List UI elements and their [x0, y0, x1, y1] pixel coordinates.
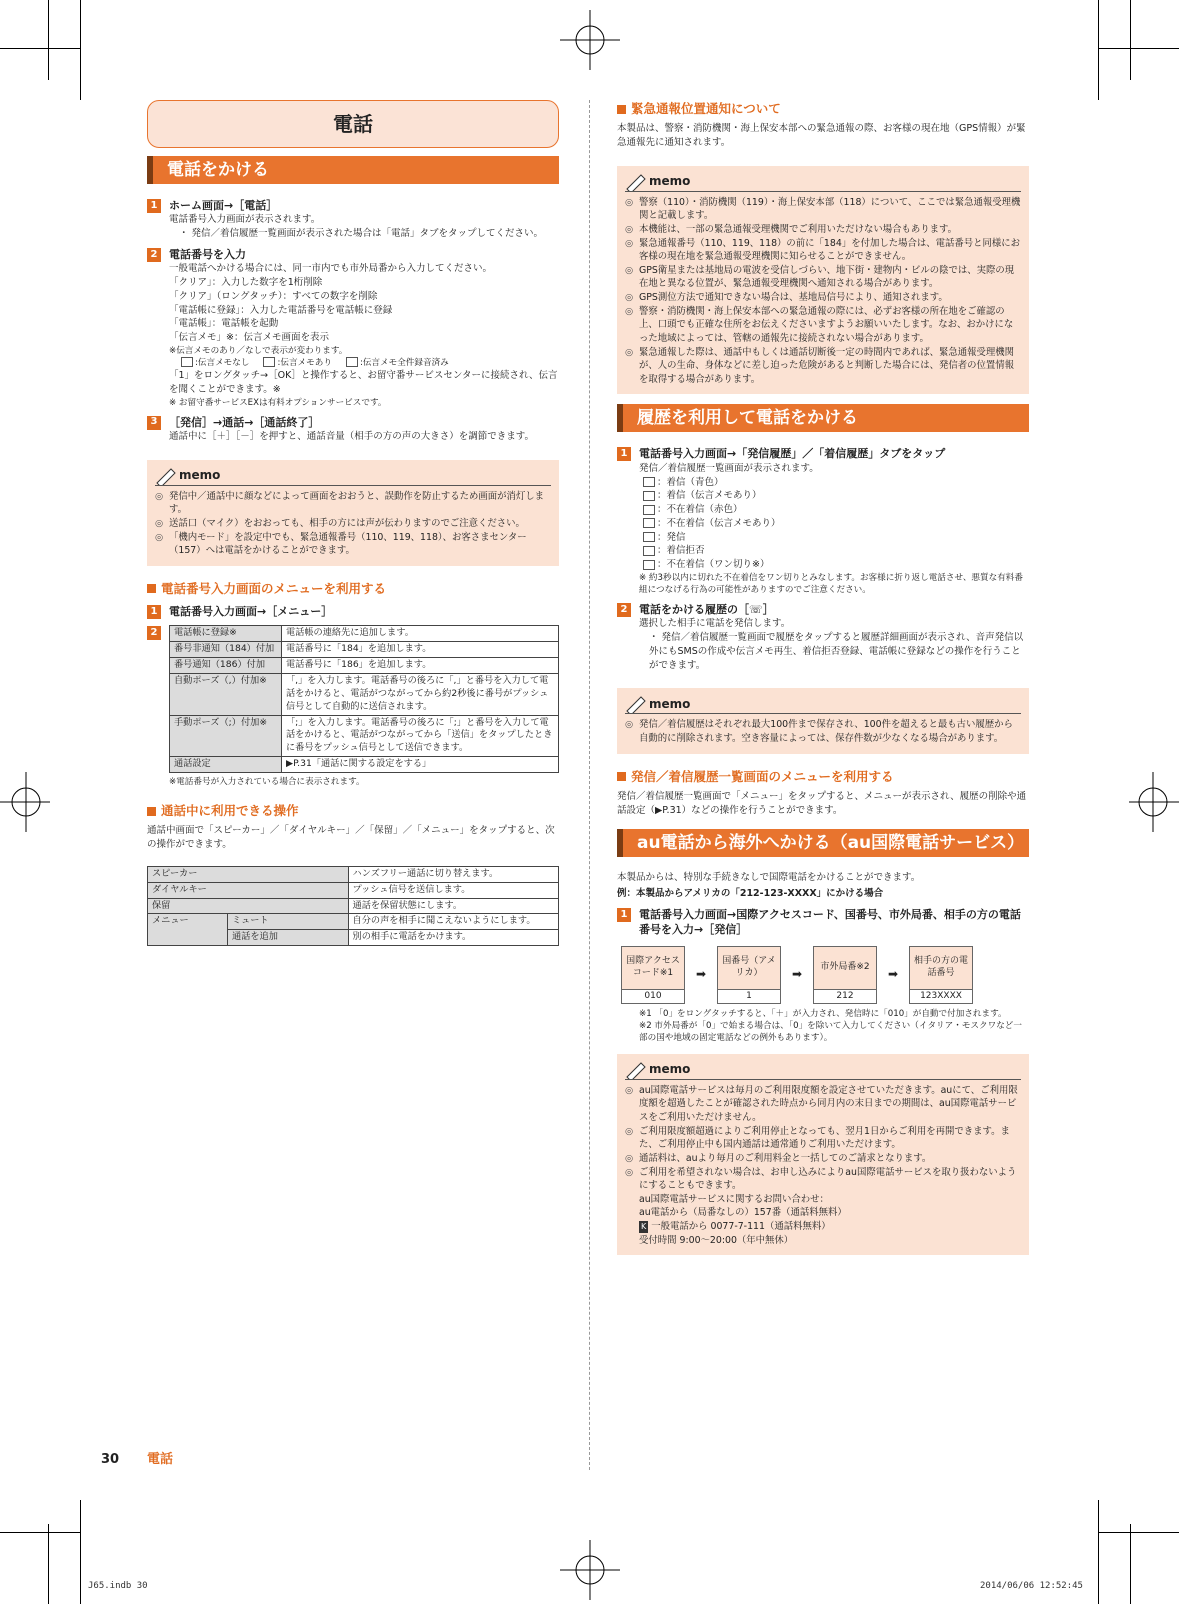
- section-heading-international: au電話から海外へかける（au国際電話サービス）: [617, 829, 1029, 857]
- bullet-icon: ◎: [155, 490, 164, 502]
- bullet-icon: ◎: [625, 237, 634, 249]
- arrow-right-icon: ➡: [887, 966, 899, 981]
- table-row: 手動ポーズ（;）付加※ 「;」を入力します。電話番号の後ろに「;」と番号を入力して電話をかけると、電話がつながってから「送信」をタップしたときに番号をプッシュ信号として送信できます。: [170, 715, 559, 757]
- page-number: 30: [101, 1452, 120, 1467]
- international-step-1: [617, 907, 1029, 938]
- memo-item: 通話料は、auより毎月のご利用料金と一括してのご請求となります。: [639, 1152, 932, 1164]
- footer-section: 電話: [147, 1452, 174, 1467]
- missed-call-icon: [643, 505, 655, 515]
- bullet-icon: ◎: [625, 305, 634, 317]
- subheading-emergency: 緊急通報位置通知について: [617, 100, 1029, 118]
- voicemail-full-icon: [346, 357, 358, 367]
- flow-box-access-code: 国際アクセスコード※1 010: [621, 946, 685, 1004]
- crop-mark: [0, 1532, 80, 1533]
- step-text: 電話番号入力画面が表示されます。: [169, 214, 321, 226]
- step-text: 一般電話へかける場合には、同一市内でも市外局番から入力してください。: [169, 263, 493, 275]
- left-column: [147, 100, 559, 946]
- outgoing-call-icon: [643, 532, 655, 542]
- registration-mark: [0, 772, 50, 832]
- step-title: ホーム画面→［電話］: [169, 199, 278, 212]
- step-text: 発信／着信履歴一覧画面が表示されます。: [639, 462, 819, 474]
- section-heading-make-call: 電話をかける: [147, 156, 559, 184]
- bullet-icon: ◎: [625, 1084, 634, 1096]
- contact-block: [625, 1193, 1021, 1248]
- slug-timestamp: 2014/06/06 12:52:45: [980, 1581, 1083, 1591]
- memo-item: GPS測位方法で通知できない場合は、基地局信号により、通知されます。: [639, 292, 948, 304]
- step-text: 「クリア」：入力した数字を1桁削除: [169, 277, 323, 289]
- table-row: 通話を追加 別の相手に電話をかけます。: [148, 930, 559, 946]
- memo-item: 本機能は、一部の緊急通報受理機関でご利用いただけない場合もあります。: [639, 223, 958, 235]
- paragraph: 発信／着信履歴一覧画面で「メニュー」をタップすると、メニューが表示され、履歴の削除や通話設定（▶P.31）などの操作を行うことができます。: [617, 790, 1027, 816]
- crop-mark: [48, 0, 49, 80]
- step-number: 1: [617, 908, 631, 922]
- one-ring-call-icon: [643, 560, 655, 570]
- memo-item: 送話口（マイク）をおおっても、相手の方には声が伝わりますのでご注意ください。: [169, 517, 525, 529]
- step-text: 選択した相手に電話を発信します。: [639, 618, 791, 630]
- history-icon-legend: ：着信（青色） ：着信（伝言メモあり） ：不在着信（赤色） ：不在着信（伝言メモあり） ：発信 ：着信拒否 ：不在着信（ワン切り※）: [639, 476, 1029, 572]
- table-row: 自動ポーズ（,）付加※ 「,」を入力します。電話番号の後ろに「,」と番号を入力して電話をかけると、電話がつながってから約2秒後に番号がプッシュ信号として自動的に送信されます。: [170, 673, 559, 715]
- contact-line: au国際電話サービスに関するお問い合わせ：: [639, 1193, 829, 1205]
- registration-mark: [560, 1540, 620, 1600]
- pencil-icon: [155, 467, 177, 485]
- bullet-icon: ◎: [625, 346, 634, 358]
- paragraph: 本製品からは、特別な手続きなしで国際電話をかけることができます。: [617, 872, 921, 884]
- memo-item: 警察・消防機関・海上保安本部への緊急通報の際には、必ずお客様の所在地をご確認の上、口頭でも正確な住所をお伝えくださいますようお願いいたします。なお、おかけになった地域によっては、管轄の通報先に接続されない場合があります。: [639, 305, 1014, 344]
- bullet-icon: ◎: [625, 196, 634, 208]
- step-number: 2: [147, 626, 161, 640]
- voicemail-exists-icon: [263, 357, 275, 367]
- step-note: ※伝言メモのあり／なしで表示が変わります。: [169, 345, 348, 356]
- menu-table: [169, 625, 559, 773]
- step-text: ・ 発信／着信履歴一覧画面が表示された場合は「電話」タブをタップしてください。: [179, 228, 544, 240]
- step-note: ※ お留守番サービスEXは有料オプションサービスです。: [169, 397, 387, 408]
- flow-box-area-code: 市外局番※2 212: [813, 946, 877, 1004]
- crop-mark: [1098, 0, 1099, 100]
- bullet-icon: ◎: [625, 1152, 634, 1164]
- memo-item: 警察（110）・消防機関（119）・海上保安本部（118）について、ここでは緊急通報受理機関と記載します。: [639, 196, 1021, 222]
- pencil-icon: [625, 695, 647, 713]
- memo-box: memo ◎ 発信中／通話中に顔などによって画面をおおうと、誤動作を防止するため画面が消灯します。 ◎ 送話口（マイク）をおおっても、相手の方には声が伝わりますのでご注意ください。 ◎ 「機内モード」を設定中でも、緊急通報番号（110、119、118）、お客さまセンター（157）へは電話をかけることができます。: [147, 460, 559, 566]
- contact-line: au電話から（局番なしの）157番（通話料無料）: [639, 1207, 847, 1219]
- history-step-2: [617, 602, 1029, 672]
- step-number: 2: [617, 603, 631, 617]
- step-title: 電話番号入力画面→［メニュー］: [169, 604, 333, 618]
- step-2: [147, 247, 559, 409]
- bullet-icon: ◎: [625, 292, 634, 304]
- memo-item: 緊急通報番号（110、119、118）の前に「184」を付加した場合は、電話番号と同様にお客様の現在地を緊急通報受理機関に知らせることができません。: [639, 237, 1020, 263]
- memo-box: memo ◎ 発信／着信履歴はそれぞれ最大100件まで保存され、100件を超えると最も古い履歴から自動的に削除されます。空き容量によっては、保存件数が少なくなる場合があります。: [617, 688, 1029, 753]
- bullet-icon: ◎: [625, 719, 634, 731]
- flow-box-phone-number: 相手の方の電話番号 123XXXX: [909, 946, 973, 1004]
- table-row: 番号通知（186）付加 電話番号に「186」を追加します。: [170, 658, 559, 674]
- step-note: ※ 約3秒以内に切れた不在着信をワン切りとみなします。お客様に折り返し電話させ、悪質な有料番組につなげる行為の可能性がありますのでご注意ください。: [639, 572, 1023, 595]
- paragraph: 通話中画面で「スピーカー」／「ダイヤルキー」／「保留」／「メニュー」をタップすると、次の操作ができます。: [147, 825, 555, 850]
- missed-voicemail-icon: [643, 518, 655, 528]
- crop-mark: [0, 48, 80, 49]
- table-row: ダイヤルキー プッシュ信号を送信します。: [148, 882, 559, 898]
- history-step-1: [617, 446, 1029, 596]
- pencil-icon: [625, 1061, 647, 1079]
- table-row: メニュー ミュート 自分の声を相手に聞こえないようにします。: [148, 914, 559, 930]
- memo-item: GPS衛星または基地局の電波を受信しづらい、地下街・建物内・ビルの陰では、実際の現在地と異なる位置が、緊急通報受理機関へ通知される場合があります。: [639, 264, 1015, 290]
- incoming-voicemail-icon: [643, 491, 655, 501]
- flow-note: ※2 市外局番が「0」で始まる場合は、「0」を除いて入力してください（イタリア・モスクワなど一部の国や地域の固定電話などの例外もあります）。: [639, 1020, 1022, 1043]
- step-title: 電話をかける履歴の［☏］: [639, 602, 774, 616]
- memo-box: memo ◎ 警察（110）・消防機関（119）・海上保安本部（118）について、ここでは緊急通報受理機関と記載します。 ◎ 本機能は、一部の緊急通報受理機関でご利用いただけない場合もあります。 ◎ 緊急通報番号（110、119、118）の前に「184」を付加した場合は、電話番号と同様にお客様の現在地を緊急通報受理機関に知らせることができません。 ◎ GPS衛星または基地局の電波を受信しづらい、地下街・建物内・ビルの陰では、実際の現在地と異なる位置が、緊急通報受理機関へ通知される場合があります。 ◎ GPS測位方法で通知できない場合は、基地局信号により、通知されます。 ◎ 警察・消防機関・海上保安本部への緊急通報の際には、必ずお客様の所在地をご確認の上、口頭でも正確な住所をお伝えくださいますようお願いいたします。なお、おかけになった地域によっては、管轄の通報先に接続されない場合があります。 ◎ 緊急通報した際は、通話中もしくは通話切断後一定の時間内であれば、緊急通報受理機関が、人の生命、身体などに差し迫った危険があると判断した場合には、発信者の位置情報を取得する場合があります。: [617, 166, 1029, 395]
- bullet-icon: ◎: [155, 517, 164, 529]
- crop-mark: [1099, 1532, 1179, 1533]
- bullet-icon: ◎: [625, 1166, 634, 1178]
- crop-mark: [80, 0, 81, 100]
- phone-icon: ☏: [749, 602, 763, 616]
- pencil-icon: [625, 173, 647, 191]
- table-row: 番号非通知（184）付加 電話番号に「184」を追加します。: [170, 642, 559, 658]
- step-text: 「クリア」（ロングタッチ）：すべての数字を削除: [169, 290, 378, 302]
- memo-item: ご利用を希望されない場合は、お申し込みによりau国際電話サービスを取り扱わないようにすることもできます。: [639, 1166, 1017, 1192]
- voicemail-icon-legend: :伝言メモなし :伝言メモあり :伝言メモ全件録音済み: [169, 357, 559, 369]
- memo-box: memo ◎ au国際電話サービスは毎月のご利用限度額を設定させていただきます。auにて、ご利用限度額を超過したことが確認された時点から同月内の末日までの期間は、au国際電話サービスをご利用いただけません。 ◎ ご利用限度額超過によりご利用停止となっても、翌月1日からご利用を再開できます。また、ご利用停止中も国内通話は通常通りご利用いただけます。 ◎ 通話料は、auより毎月のご利用料金と一括してのご請求となります。 ◎ ご利用を希望されない場合は、お申し込みによりau国際電話サービスを取り扱わないようにすることもできます。 au国際電話サービスに関するお問い合わせ： au電話から（局番なしの）157番（通話料無料） K 一般電話から 0077-7-111（通話料無料） 受付時間 9:00～20:00（年中無休）: [617, 1054, 1029, 1256]
- step-number: 2: [147, 248, 161, 262]
- arrow-right-icon: ➡: [791, 966, 803, 981]
- chapter-title: 電話: [147, 100, 559, 148]
- dial-flow-diagram: [621, 946, 1029, 1004]
- step-number: 1: [147, 605, 161, 619]
- right-column: [617, 100, 1029, 1265]
- paragraph: 本製品は、警察・消防機関・海上保安本部への緊急通報の際、お客様の現在地（GPS情報）が緊急通報先に通知されます。: [617, 123, 1026, 148]
- flow-box-country-code: 国番号（アメリカ） 1: [717, 946, 781, 1004]
- table-note: ※電話番号が入力されている場合に表示されます。: [169, 777, 365, 788]
- step-text: 「電話帳」：電話帳を起動: [169, 318, 279, 330]
- step-number: 3: [147, 416, 161, 430]
- arrow-right-icon: ➡: [695, 966, 707, 981]
- registration-mark: [1129, 772, 1179, 832]
- menu-step-2: [147, 625, 559, 788]
- flow-note: ※1 「0」をロングタッチすると、「＋」が入力され、発信時に「010」が自動で付加されます。: [639, 1008, 1007, 1019]
- crop-mark: [1099, 48, 1179, 49]
- crop-mark: [48, 1524, 49, 1604]
- step-number: 1: [147, 199, 161, 213]
- memo-item: 発信／着信履歴はそれぞれ最大100件まで保存され、100件を超えると最も古い履歴から自動的に削除されます。空き容量によっては、保存件数が少なくなる場合があります。: [639, 719, 1013, 745]
- bullet-icon: ◎: [625, 223, 634, 235]
- table-row: 電話帳に登録※ 電話帳の連絡先に追加します。: [170, 626, 559, 642]
- crop-mark: [1130, 0, 1131, 80]
- step-text: 「1」をロングタッチ→［OK］と操作すると、お留守番サービスセンターに接続され、伝言を聞くことができます。※: [169, 369, 558, 395]
- example-label: 例：本製品からアメリカの「212-123-XXXX」にかける場合: [617, 888, 884, 900]
- step-title: ［発信］→通話→［通話終了］: [169, 415, 320, 429]
- crop-mark: [80, 1500, 81, 1604]
- contact-line: K 一般電話から 0077-7-111（通話料無料）: [641, 1221, 831, 1232]
- column-divider: [589, 100, 590, 1470]
- step-number: 1: [617, 447, 631, 461]
- step-1: [147, 198, 559, 241]
- in-call-table: [147, 866, 559, 946]
- table-row: 通話設定 ▶P.31「通話に関する設定をする」: [170, 757, 559, 773]
- crop-mark: [1130, 1524, 1131, 1604]
- memo-item: 発信中／通話中に顔などによって画面をおおうと、誤動作を防止するため画面が消灯します。: [169, 490, 545, 516]
- menu-step-1: [147, 604, 559, 619]
- subheading-menu: 電話番号入力画面のメニューを利用する: [147, 580, 559, 598]
- incoming-call-icon: [643, 477, 655, 487]
- slug-file: J65.indb 30: [88, 1581, 148, 1591]
- subheading-history-menu: 発信／着信履歴一覧画面のメニューを利用する: [617, 768, 1029, 786]
- k-logo-icon: K: [641, 1222, 647, 1231]
- table-row: スピーカー ハンズフリー通話に切り替えます。: [148, 866, 559, 882]
- bullet-icon: ◎: [625, 1125, 634, 1137]
- memo-item: au国際電話サービスは毎月のご利用限度額を設定させていただきます。auにて、ご利用限度額を超過したことが確認された時点から同月内の末日までの期間は、au国際電話サービスをご利用いただけません。: [639, 1084, 1018, 1123]
- rejected-call-icon: [643, 546, 655, 556]
- step-text: 「電話帳に登録」：入力した電話番号を電話帳に登録: [169, 304, 393, 316]
- registration-mark: [560, 10, 620, 70]
- bullet-icon: ◎: [155, 531, 164, 543]
- step-text: ・ 発信／着信履歴一覧画面で履歴をタップすると履歴詳細画面が表示され、音声発信以外にもSMSの作成や伝言メモ再生、着信拒否登録、電話帳に登録などの操作を行うことができます。: [649, 632, 1024, 671]
- bullet-icon: ◎: [625, 264, 634, 276]
- crop-mark: [1098, 1500, 1099, 1604]
- memo-item: 「機内モード」を設定中でも、緊急通報番号（110、119、118）、お客さまセンター（157）へは電話をかけることができます。: [169, 531, 527, 557]
- step-title: 電話番号入力画面→「発信履歴」／「着信履歴」タブをタップ: [639, 447, 946, 461]
- voicemail-none-icon: [181, 357, 193, 367]
- step-3: [147, 415, 559, 444]
- step-title: 電話番号入力画面→国際アクセスコード、国番号、市外局番、相手の方の電話番号を入力→［発信］: [639, 907, 1021, 937]
- step-text: 通話中に［＋］［－］を押すと、通話音量（相手の方の声の大きさ）を調節できます。: [169, 430, 534, 442]
- contact-line: 受付時間 9:00～20:00（年中無休）: [639, 1234, 794, 1246]
- table-row: 保留 通話を保留状態にします。: [148, 898, 559, 914]
- subheading-in-call: 通話中に利用できる操作: [147, 802, 559, 820]
- memo-item: ご利用限度額超過によりご利用停止となっても、翌月1日からご利用を再開できます。また、ご利用停止中も国内通話は通常通りご利用いただけます。: [639, 1125, 1010, 1151]
- memo-item: 緊急通報した際は、通話中もしくは通話切断後一定の時間内であれば、緊急通報受理機関が、人の生命、身体などに差し迫った危険があると判断した場合には、発信者の位置情報を取得する場合があります。: [639, 346, 1015, 385]
- section-heading-history: 履歴を利用して電話をかける: [617, 404, 1029, 432]
- step-text: 「伝言メモ」※：伝言メモ画面を表示: [169, 332, 329, 344]
- step-title: 電話番号を入力: [169, 247, 246, 261]
